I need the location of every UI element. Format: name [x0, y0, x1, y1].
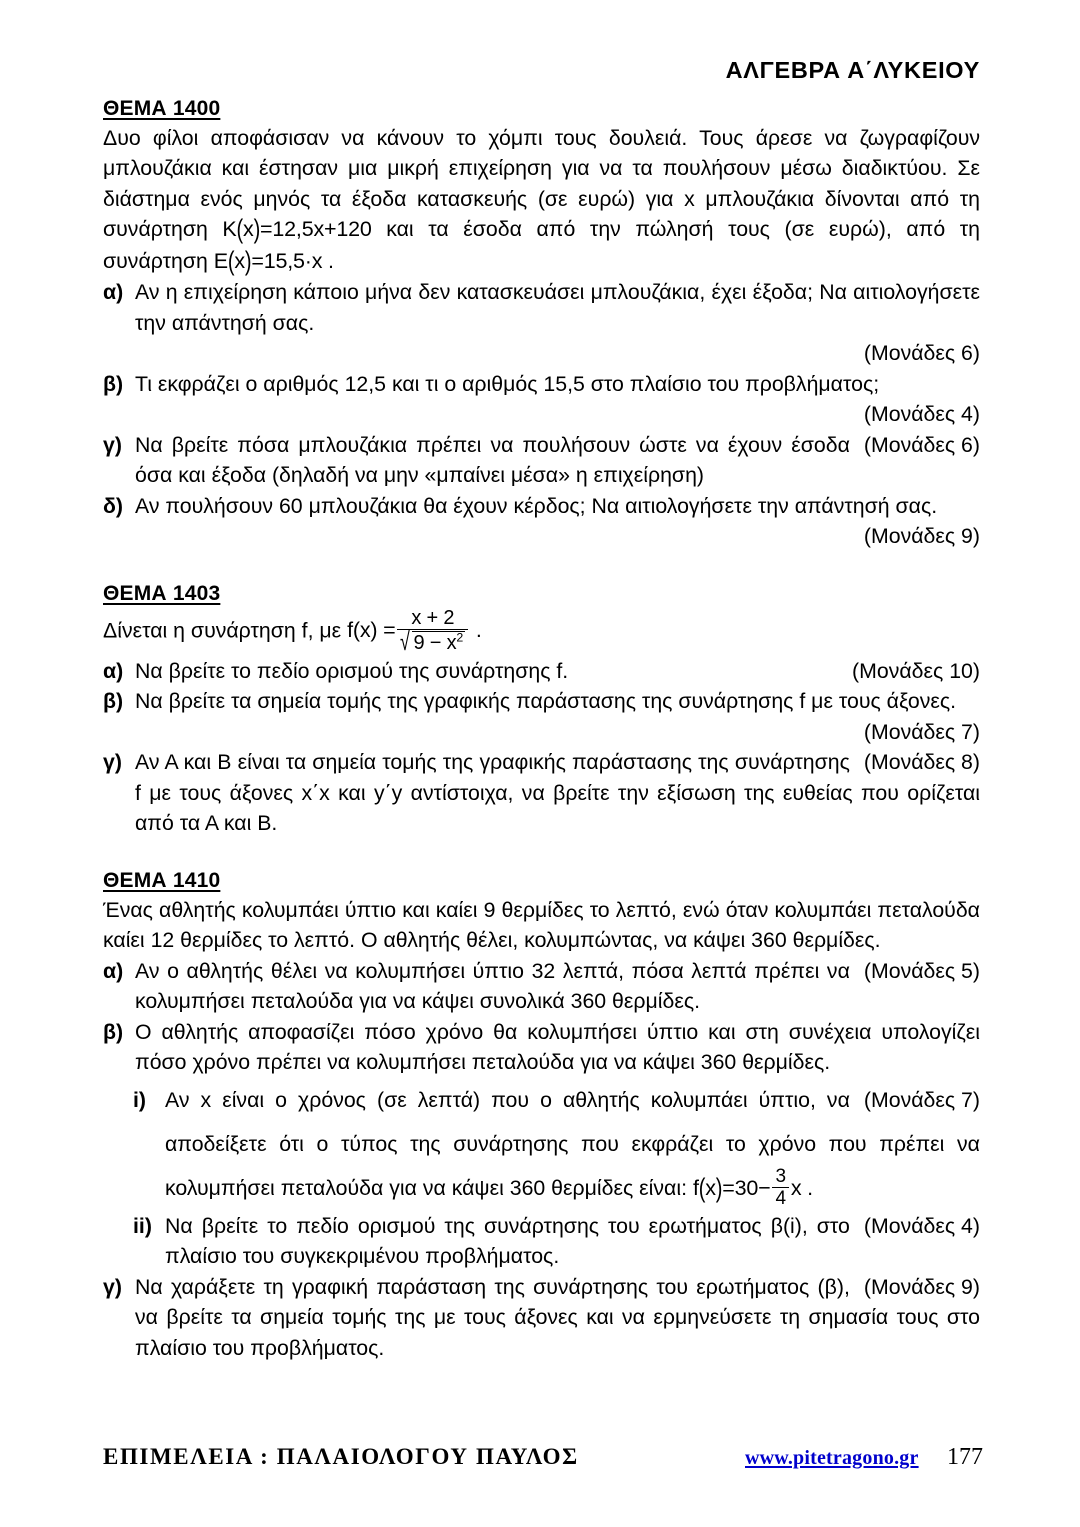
page-footer: [103, 1444, 983, 1478]
list-item-text: Αν πουλήσουν 60 μπλουζάκια θα έχουν κέρδος; Να αιτιολογήσετε την απάντησή σας.: [135, 493, 938, 518]
list-item: [103, 369, 980, 400]
footer-author-label: ΕΠΙΜΕΛΕΙΑ : ΠΑΛΑΙΟΛΟΓΟΥ ΠΑΥΛΟΣ: [103, 1444, 579, 1469]
page-content: [103, 58, 980, 1363]
formula-revenue-function: E(x)=15,5·x .: [213, 246, 334, 277]
fraction-numerator: 3: [772, 1166, 788, 1188]
list-item: [103, 1017, 980, 1078]
section-thema-1403: [103, 582, 980, 839]
marks-label: (Μονάδες 8): [863, 750, 980, 775]
section-intro-paragraph: [103, 123, 980, 278]
sub-list-item-marker: i): [133, 1087, 147, 1112]
list-item: [103, 1272, 980, 1364]
sub-list-item: [103, 1211, 980, 1272]
list-item-text: Αν Α και Β είναι τα σημεία τομής της γραφικής παράστασης της συνάρτησης f με τους άξονες x΄x και y΄y αντίστοιχα, να βρείτε την εξίσωση της ευθείας που ορίζεται από τα Α και Β.: [135, 750, 980, 836]
intro-text-part1: Δυο φίλοι αποφάσισαν να κάνουν το χόμπι τους δουλειά. Τους άρεσε να ζωγραφίζουν μπλουζάκια και έστησαν μια μικρή επιχείρηση για να τα πουλήσουν μέσω διαδικτύου. Σε διάστημα ενός μηνός τα έξοδα κατασκευής (σε ευρώ) για x μπλουζάκια δίνονται από τη συνάρτηση: [103, 125, 980, 242]
fraction-denominator: [397, 630, 468, 654]
list-item-text: Αν ο αθλητής θέλει να κολυμπήσει ύπτιο 32 λεπτά, πόσα λεπτά πρέπει να κολυμπήσει πεταλούδα για να κάψει συνολικά 360 θερμίδες.: [135, 958, 850, 1014]
sub-list-item-text: Να βρείτε το πεδίο ορισμού της συνάρτησης του ερωτήματος β(i), στο πλαίσιο του συγκεκριμένου προβλήματος.: [165, 1213, 850, 1269]
list-item: [103, 430, 980, 491]
section-title: ΘΕΜΑ 1403: [103, 581, 221, 605]
fraction: [397, 607, 468, 655]
marks-label: (Μονάδες 6): [863, 432, 980, 457]
formula-cost-function: K(x)=12,5x+120: [222, 215, 372, 246]
fraction-numerator: x + 2: [397, 607, 468, 630]
section-intro-paragraph: [103, 608, 980, 656]
list-item: [103, 747, 980, 839]
list-item: [103, 491, 980, 522]
list-item-marker: δ): [103, 493, 124, 518]
footer-website-link[interactable]: www.pitetragono.gr: [745, 1447, 919, 1469]
sub-list-item-marker: ii): [133, 1213, 152, 1238]
sub-list-item-text: Αν x είναι ο χρόνος (σε λεπτά) που ο αθλητής κολυμπάει ύπτιο, να αποδείξετε ότι ο τύπος της συνάρτησης που εκφράζει το χρόνο που πρέπει να κολυμπήσει πεταλούδα για να κάψει 360 θερμίδες είναι:: [165, 1087, 980, 1200]
marks-label: (Μονάδες 10): [852, 658, 980, 683]
section-title: ΘΕΜΑ 1410: [103, 868, 221, 892]
marks-label: (Μονάδες 9): [863, 524, 980, 549]
marks-label: (Μονάδες 5): [863, 958, 980, 983]
section-title: ΘΕΜΑ 1400: [103, 96, 221, 120]
fraction: [772, 1166, 788, 1210]
document-header-title: ΑΛΓΕΒΡΑ Α΄ΛΥΚΕΙΟΥ: [725, 57, 980, 83]
list-item: [103, 956, 980, 1017]
list-item: [103, 656, 980, 687]
formula-lead: f(x) =: [347, 618, 396, 643]
section-thema-1400: [103, 97, 980, 552]
list-item: [103, 277, 980, 338]
marks-label: (Μονάδες 4): [863, 402, 980, 427]
list-item-text: Τι εκφράζει ο αριθμός 12,5 και τι ο αριθμός 15,5 στο πλαίσιο του προβλήματος;: [135, 371, 880, 396]
list-item-text: Ο αθλητής αποφασίζει πόσο χρόνο θα κολυμπήσει ύπτιο και στη συνέχεια υπολογίζει πόσο χρόνο πρέπει να κολυμπήσει πεταλούδα για να κάψει 360 θερμίδες.: [135, 1019, 980, 1075]
list-item-marker: β): [103, 1019, 124, 1044]
list-item-marker: γ): [103, 432, 122, 457]
list-item-marker: α): [103, 958, 124, 983]
marks-label: (Μονάδες 7): [863, 1087, 980, 1112]
list-item-marker: β): [103, 371, 124, 396]
list-item-marker: α): [103, 280, 124, 305]
page-number: 177: [947, 1444, 983, 1470]
section-thema-1410: [103, 869, 980, 1364]
fraction-denominator: 4: [775, 1188, 786, 1210]
marks-label: (Μονάδες 9): [863, 1274, 980, 1299]
list-item-text: Να βρείτε τα σημεία τομής της γραφικής παράστασης της συνάρτησης f με τους άξονες.: [135, 689, 957, 714]
section-intro-paragraph: Ένας αθλητής κολυμπάει ύπτιο και καίει 9 θερμίδες το λεπτό, ενώ όταν κολυμπάει πεταλούδα καίει 12 θερμίδες το λεπτό. Ο αθλητής θέλει, κολυμπώντας, να κάψει 360 θερμίδες.: [103, 897, 980, 953]
intro-text: Δίνεται η συνάρτηση f, με: [103, 618, 342, 643]
list-item-marker: γ): [103, 750, 122, 775]
list-item-text: Να βρείτε πόσα μπλουζάκια πρέπει να πουλήσουν ώστε να έχουν έσοδα όσα και έξοδα (δηλαδή να μην «μπαίνει μέσα» η επιχείρηση): [135, 432, 850, 488]
list-item-text: Να βρείτε το πεδίο ορισμού της συνάρτησης f.: [135, 658, 569, 683]
marks-label: (Μονάδες 6): [863, 341, 980, 366]
list-item: [103, 686, 980, 717]
list-item-text: Αν η επιχείρηση κάποιο μήνα δεν κατασκευάσει μπλουζάκια, έχει έξοδα; Να αιτιολογήσετε την απάντησή σας.: [135, 280, 980, 335]
marks-label: (Μονάδες 7): [863, 719, 980, 744]
list-item-marker: α): [103, 658, 124, 683]
list-item-marker: γ): [103, 1274, 122, 1299]
list-item-text: Να χαράξετε τη γραφική παράσταση της συνάρτησης του ερωτήματος (β), να βρείτε τα σημεία τομής της με τους άξονες και να ερμηνεύσετε τη σημασία τους στο πλαίσιο του προβλήματος.: [135, 1274, 980, 1360]
square-root: √ $9 - x^2$: [400, 630, 465, 654]
marks-label: (Μονάδες 4): [863, 1213, 980, 1238]
intro-text-part2: και τα έσοδα από την πώλησή τους (σε ευρώ), από τη συνάρτηση: [103, 217, 981, 273]
sub-list-item: [103, 1078, 980, 1211]
formula-function-f: f(x) = x + 2 √ $9 - x^2$ .: [347, 618, 482, 642]
list-item-marker: β): [103, 689, 124, 714]
formula-tail: x .: [790, 1175, 813, 1200]
formula-butterfly-time: f(x)=30− $\frac{3}{4}$ x .: [692, 1166, 813, 1210]
